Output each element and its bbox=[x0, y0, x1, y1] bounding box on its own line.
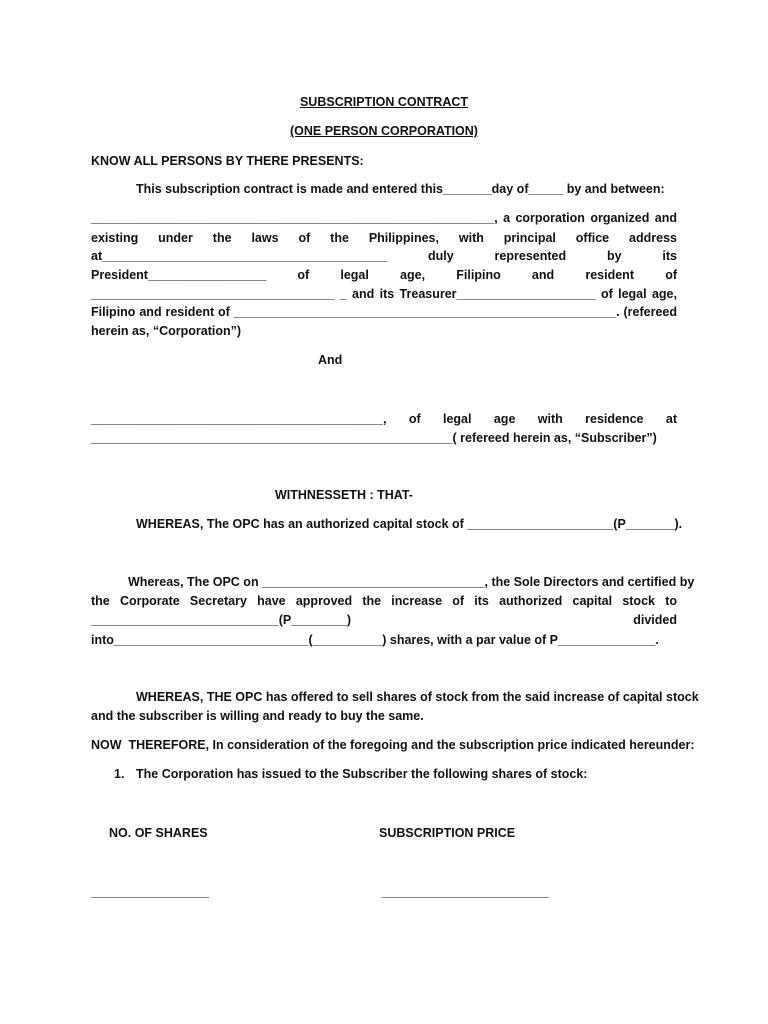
document-title: SUBSCRIPTION CONTRACT bbox=[299, 95, 469, 109]
paragraph-line: __________________________________________, of legal age with residence at bbox=[91, 412, 677, 426]
paragraph-line: and the subscriber is willing and ready to buy the same. bbox=[91, 709, 424, 723]
now-therefore-paragraph: NOW THEREFORE, In consideration of the foregoing and the subscription price indicated hereunder: bbox=[91, 738, 695, 752]
list-item-text: The Corporation has issued to the Subscriber the following shares of stock: bbox=[136, 767, 588, 781]
know-all-heading: KNOW ALL PERSONS BY THERE PRESENTS: bbox=[91, 154, 364, 168]
and-separator: And bbox=[318, 353, 343, 367]
paragraph-line: herein as, “Corporation”) bbox=[91, 324, 242, 338]
paragraph-line: at_________________________________________ duly represented by its bbox=[91, 249, 677, 263]
paragraph-line: ___________________________(P________) divided bbox=[91, 613, 677, 627]
no-of-shares-header: NO. OF SHARES bbox=[109, 826, 208, 840]
paragraph-line: WHEREAS, THE OPC has offered to sell shares of stock from the said increase of capital stock bbox=[136, 690, 699, 704]
intro-paragraph: This subscription contract is made and entered this_______day of_____ by and between: bbox=[136, 182, 665, 196]
subscription-price-header: SUBSCRIPTION PRICE bbox=[379, 826, 516, 840]
no-of-shares-blank: _________________ bbox=[91, 885, 210, 899]
witnesseth-heading: WITHNESSETH : THAT- bbox=[275, 488, 413, 502]
paragraph-line: ____________________________________________________( refereed herein as, “Subscriber”) bbox=[91, 431, 657, 445]
paragraph-line: into____________________________(__________) shares, with a par value of P______________. bbox=[91, 633, 659, 647]
paragraph-line: the Corporate Secretary have approved the increase of its authorized capital stock to bbox=[91, 594, 677, 608]
document-subtitle: (ONE PERSON CORPORATION) bbox=[290, 124, 478, 138]
paragraph-line: __________________________________________________________, a corporation organized and bbox=[91, 211, 677, 225]
list-item-number: 1. bbox=[114, 767, 125, 781]
paragraph-line: President_________________ of legal age, Filipino and resident of bbox=[91, 268, 677, 282]
paragraph-line: Whereas, The OPC on ________________________________, the Sole Directors and certified by bbox=[128, 575, 695, 589]
paragraph-line: existing under the laws of the Philippines, with principal office address bbox=[91, 231, 677, 245]
paragraph-line: ___________________________________ _ and its Treasurer____________________ of legal age, bbox=[91, 287, 677, 301]
subscription-price-blank: ________________________ bbox=[382, 885, 549, 899]
whereas-capital-stock: WHEREAS, The OPC has an authorized capital stock of _____________________(P_______). bbox=[136, 517, 683, 531]
paragraph-line: Filipino and resident of _______________________________________________________. (refereed bbox=[91, 305, 677, 319]
